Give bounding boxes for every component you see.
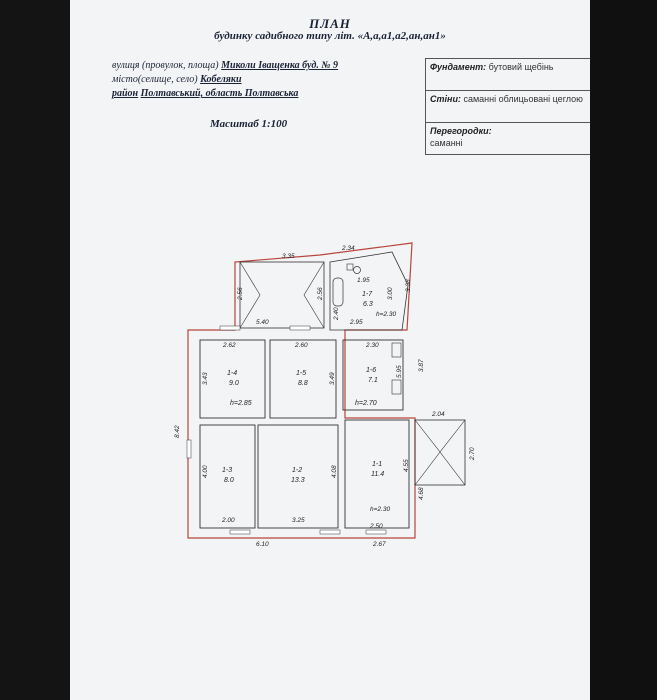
room-1-7-area: 6.3: [363, 301, 373, 308]
porch-roof: [415, 420, 440, 485]
dim-r12-h: 4.08: [331, 465, 338, 478]
room-1-7-id: 1-7: [362, 291, 373, 298]
stove-icon-2: [392, 380, 401, 394]
window: [230, 530, 250, 534]
dim-r12-w: 3.25: [292, 517, 305, 524]
street-label: вулиця (провулок, площа): [112, 60, 219, 71]
dim-bath-side-2: 3.00: [387, 287, 394, 300]
dim-r15-h: 3.49: [329, 372, 336, 385]
foundation-value: бутовий щебінь: [488, 62, 554, 72]
dim-bottom-right: 2.67: [373, 541, 386, 548]
dim-left-veranda-h: 2.56: [237, 287, 244, 300]
dim-bath-w: 2.95: [350, 319, 363, 326]
page-title: ПЛАН: [309, 16, 351, 31]
dim-bottom-total: 6.10: [256, 541, 269, 548]
veranda-left: [240, 262, 324, 328]
stove-icon: [392, 343, 401, 357]
dim-mid-veranda-h: 2.56: [317, 287, 324, 300]
window: [187, 440, 191, 458]
dim-porch-h: 2.70: [469, 447, 476, 460]
dim-r16-h: 5.95: [396, 365, 403, 378]
window: [220, 326, 240, 330]
dim-bath-h: 2.40: [333, 307, 340, 320]
scale-label: Масштаб 1:100: [210, 118, 288, 130]
room-1-1-id: 1-1: [372, 461, 383, 468]
porch-roof-2: [440, 420, 465, 485]
window: [320, 530, 340, 534]
room-1-6-h: h=2.70: [355, 400, 377, 407]
toilet-icon: [354, 267, 361, 274]
dim-r11-h2: 4.68: [418, 487, 425, 500]
dim-r14-h: 3.43: [202, 372, 209, 385]
room-1-1-area: 11.4: [371, 471, 385, 478]
floor-plan: [70, 0, 590, 700]
dim-r11-h: 4.55: [403, 459, 410, 472]
room-1-6-id: 1-6: [366, 367, 377, 374]
left-background: [0, 0, 70, 700]
city-label: місто(селище, село): [112, 74, 198, 85]
room-1-3-area: 8.0: [224, 477, 234, 484]
dim-bath-side: 3.38: [405, 279, 412, 292]
foundation-label: Фундамент:: [430, 62, 487, 72]
right-background: [590, 0, 657, 700]
dim-porch-w: 2.04: [432, 411, 445, 418]
street-value: Миколи Іващенка буд. № 9: [221, 60, 339, 71]
sink-icon: [347, 264, 353, 270]
dim-wc: 1.95: [357, 277, 370, 284]
building-outline: [188, 243, 415, 538]
room-1-5-area: 8.8: [298, 380, 308, 387]
dim-r13-w: 2.00: [222, 517, 235, 524]
room-1-4-id: 1-4: [227, 370, 238, 377]
dim-r16-top: h=2.30: [376, 311, 397, 318]
dim-veranda-w: 5.40: [256, 319, 269, 326]
district-label: район: [112, 88, 139, 99]
dim-r16-h2: 3.87: [418, 359, 425, 372]
partitions-value: саманні: [430, 138, 463, 148]
room-1-2-area: 13.3: [291, 477, 305, 484]
room-1-6-area: 7.1: [368, 377, 378, 384]
dim-r16-w: 2.30: [366, 342, 379, 349]
window: [290, 326, 310, 330]
dim-top-bath: 2.34: [342, 245, 355, 252]
dim-total-h: 8.42: [174, 425, 181, 438]
bathtub-icon: [333, 278, 343, 306]
document-page: [70, 0, 590, 700]
district-value: Полтавський, область Полтавська: [140, 88, 299, 99]
room-1-5-id: 1-5: [296, 370, 307, 377]
dim-r14-w: 2.62: [223, 342, 236, 349]
room-1-5: [270, 340, 336, 418]
page-subtitle: будинку садибного типу літ. «А,а,а1,а2,ан,ан1»: [214, 30, 446, 42]
dim-r15-w: 2.60: [295, 342, 308, 349]
walls-label: Стіни:: [430, 94, 461, 104]
room-1-4-h: h=2.85: [230, 400, 252, 407]
room-1-2-id: 1-2: [292, 467, 303, 474]
room-1-3-id: 1-3: [222, 467, 233, 474]
dim-top-veranda: 3.35: [282, 253, 295, 260]
window: [366, 530, 386, 534]
partitions-label: Перегородки:: [430, 126, 492, 136]
dim-r11-w: 2.50: [370, 523, 383, 530]
room-1-4-area: 9.0: [229, 380, 239, 387]
dim-r11-top: h=2.30: [370, 506, 391, 513]
walls-value: саманні облицьовані цеглою: [463, 94, 583, 104]
dim-r13-h: 4.00: [202, 465, 209, 478]
city-value: Кобеляки: [200, 74, 242, 85]
